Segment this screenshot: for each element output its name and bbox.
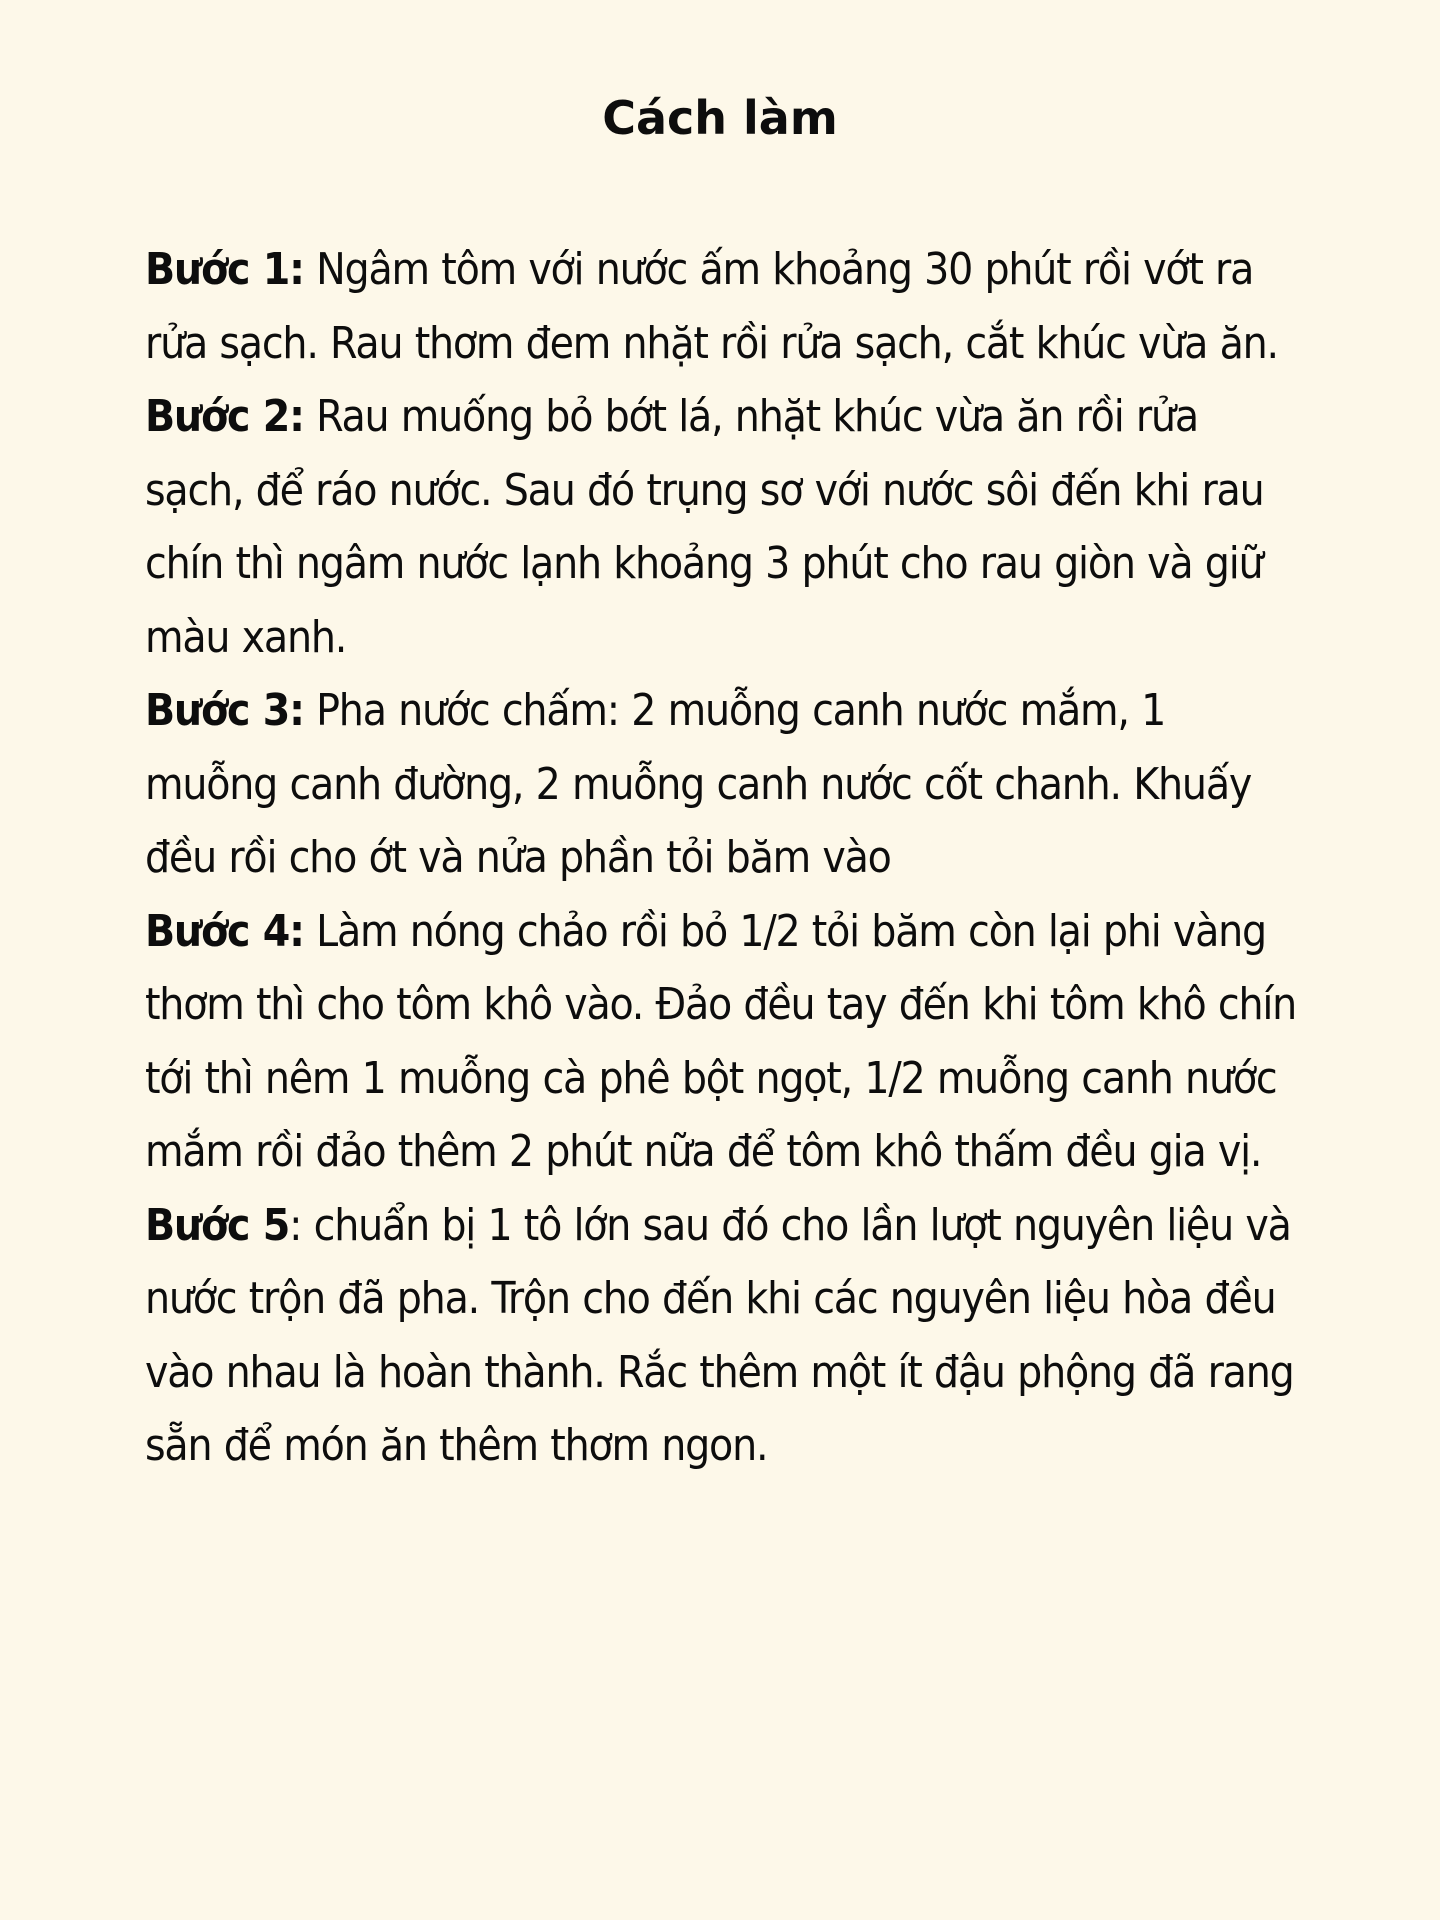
- step-4: [145, 895, 1305, 1189]
- step-4-text: Làm nóng chảo rồi bỏ 1/2 tỏi băm còn lại phi vàng thơm thì cho tôm khô vào. Đảo đều tay đến khi tôm khô chín tới thì nêm 1 muỗng cà phê bột ngọt, 1/2 muỗng canh nước mắm rồi đảo thêm 2 phút nữa để tôm khô thấm đều gia vị.: [145, 905, 1297, 1177]
- step-5-label: Bước 5: [145, 1199, 290, 1251]
- step-1-text: Ngâm tôm với nước ấm khoảng 30 phút rồi vớt ra rửa sạch. Rau thơm đem nhặt rồi rửa sạch, cắt khúc vừa ăn.: [145, 244, 1278, 369]
- step-2-text: Rau muống bỏ bớt lá, nhặt khúc vừa ăn rồi rửa sạch, để ráo nước. Sau đó trụng sơ với nước sôi đến khi rau chín thì ngâm nước lạnh khoảng 3 phút cho rau giòn và giữ màu xanh.: [145, 391, 1264, 663]
- step-1: [145, 233, 1305, 380]
- step-3-text: Pha nước chấm: 2 muỗng canh nước mắm, 1 muỗng canh đường, 2 muỗng canh nước cốt chanh. Khuấy đều rồi cho ớt và nửa phần tỏi băm vào: [145, 685, 1252, 883]
- step-3-label: Bước 3:: [145, 685, 304, 736]
- step-2: [145, 380, 1305, 674]
- step-3: [145, 674, 1305, 895]
- steps-list: [145, 233, 1305, 1483]
- step-5-label-tail: :: [289, 1199, 302, 1251]
- page-title: Cách làm: [602, 91, 838, 145]
- step-4-label: Bước 4:: [145, 905, 304, 957]
- step-2-label: Bước 2:: [145, 391, 304, 442]
- step-5-text: chuẩn bị 1 tô lớn sau đó cho lần lượt nguyên liệu và nước trộn đã pha. Trộn cho đến khi các nguyên liệu hòa đều vào nhau là hoàn thành. Rắc thêm một ít đậu phộng đã rang sẵn để món ăn thêm thơm ngon.: [145, 1199, 1294, 1471]
- step-1-label: Bước 1:: [145, 244, 304, 295]
- step-5: [145, 1189, 1305, 1483]
